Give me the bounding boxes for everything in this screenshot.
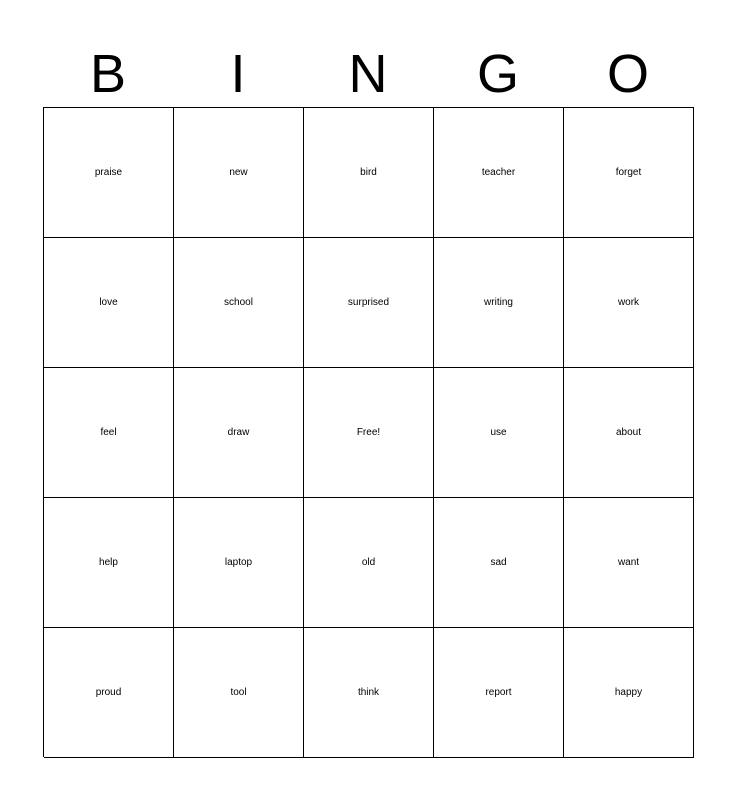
bingo-cell[interactable]: laptop	[174, 498, 304, 628]
header-letter-i: I	[230, 44, 246, 104]
bingo-cell[interactable]: think	[304, 628, 434, 758]
bingo-cell[interactable]: sad	[434, 498, 564, 628]
bingo-cell[interactable]: proud	[44, 628, 174, 758]
bingo-cell[interactable]: old	[304, 498, 434, 628]
header-letter-g: G	[476, 44, 519, 104]
bingo-cell[interactable]: new	[174, 108, 304, 238]
bingo-cell[interactable]: about	[564, 368, 694, 498]
bingo-cell[interactable]: use	[434, 368, 564, 498]
bingo-cell[interactable]: writing	[434, 238, 564, 368]
bingo-cell[interactable]: tool	[174, 628, 304, 758]
bingo-cell[interactable]: help	[44, 498, 174, 628]
bingo-cell[interactable]: draw	[174, 368, 304, 498]
bingo-free-space[interactable]: Free!	[304, 368, 434, 498]
bingo-cell[interactable]: teacher	[434, 108, 564, 238]
bingo-cell[interactable]: school	[174, 238, 304, 368]
bingo-cell[interactable]: feel	[44, 368, 174, 498]
header-letter-b: B	[89, 44, 127, 104]
header-letter-o: O	[606, 44, 649, 104]
bingo-cell[interactable]: report	[434, 628, 564, 758]
bingo-cell[interactable]: bird	[304, 108, 434, 238]
bingo-cell[interactable]: surprised	[304, 238, 434, 368]
bingo-cell[interactable]: happy	[564, 628, 694, 758]
bingo-cell[interactable]: want	[564, 498, 694, 628]
bingo-header	[43, 44, 693, 104]
bingo-cell[interactable]: forget	[564, 108, 694, 238]
header-letter-n: N	[348, 44, 388, 104]
bingo-cell[interactable]: love	[44, 238, 174, 368]
bingo-cell[interactable]: praise	[44, 108, 174, 238]
bingo-cell[interactable]: work	[564, 238, 694, 368]
bingo-board	[43, 107, 694, 757]
